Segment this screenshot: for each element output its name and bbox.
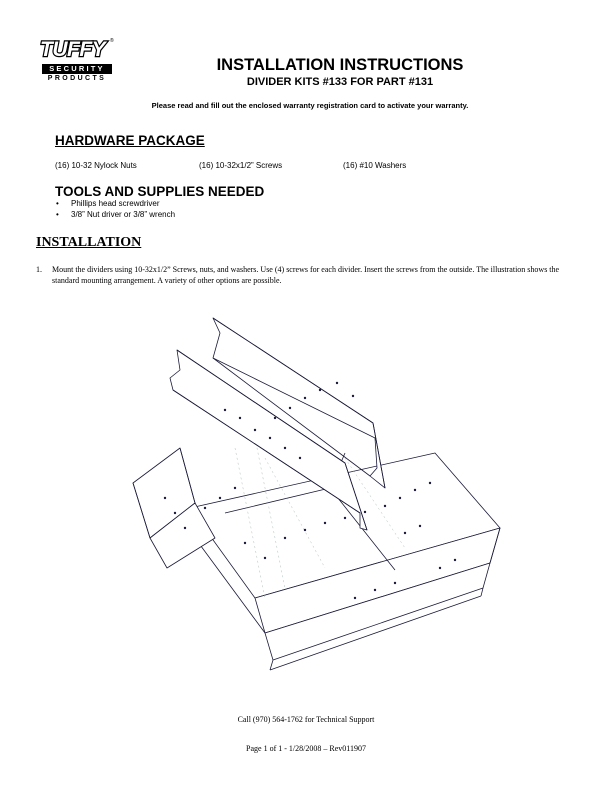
step-number: 1. (36, 265, 42, 274)
hardware-item-screws: (16) 10-32x1/2” Screws (199, 161, 283, 170)
tuffy-logo (40, 38, 116, 90)
logo-registered-mark: ® (110, 38, 114, 44)
installation-heading: INSTALLATION (36, 235, 142, 250)
step-text: Mount the dividers using 10-32x1/2” Screws, nuts, and washers. Use (4) screws for each divider. Insert the screws from the outside. The illustration shows the standard mounting arrangement. A variety of other options are possible. (52, 265, 560, 285)
page-subtitle: DIVIDER KITS #133 FOR PART #131 (246, 76, 434, 88)
warranty-notice: Please read and fill out the enclosed warranty registration card to activate your warranty. (151, 101, 469, 110)
logo-security-bar: SECURITY (42, 64, 112, 74)
installation-step-1 (36, 265, 576, 286)
tools-list (55, 199, 175, 220)
logo-products: PRODUCTS (47, 75, 107, 82)
tools-item-nut-driver: • 3/8” Nut driver or 3/8” wrench (55, 210, 175, 221)
tools-heading: TOOLS AND SUPPLIES NEEDED (55, 184, 265, 199)
page-info: Page 1 of 1 - 1/28/2008 – Rev011907 (246, 744, 366, 753)
hardware-item-washers: (16) #10 Washers (343, 161, 407, 170)
page-title: INSTALLATION INSTRUCTIONS (216, 56, 464, 74)
support-line: Call (970) 564-1762 for Technical Support (237, 715, 375, 724)
hardware-heading: HARDWARE PACKAGE (55, 133, 205, 148)
tools-item-screwdriver: • Phillips head screwdriver (55, 199, 175, 210)
divider-installation-illustration (105, 298, 515, 683)
logo-brand: TUFFY (40, 38, 106, 61)
hardware-item-nuts: (16) 10-32 Nylock Nuts (55, 161, 137, 170)
